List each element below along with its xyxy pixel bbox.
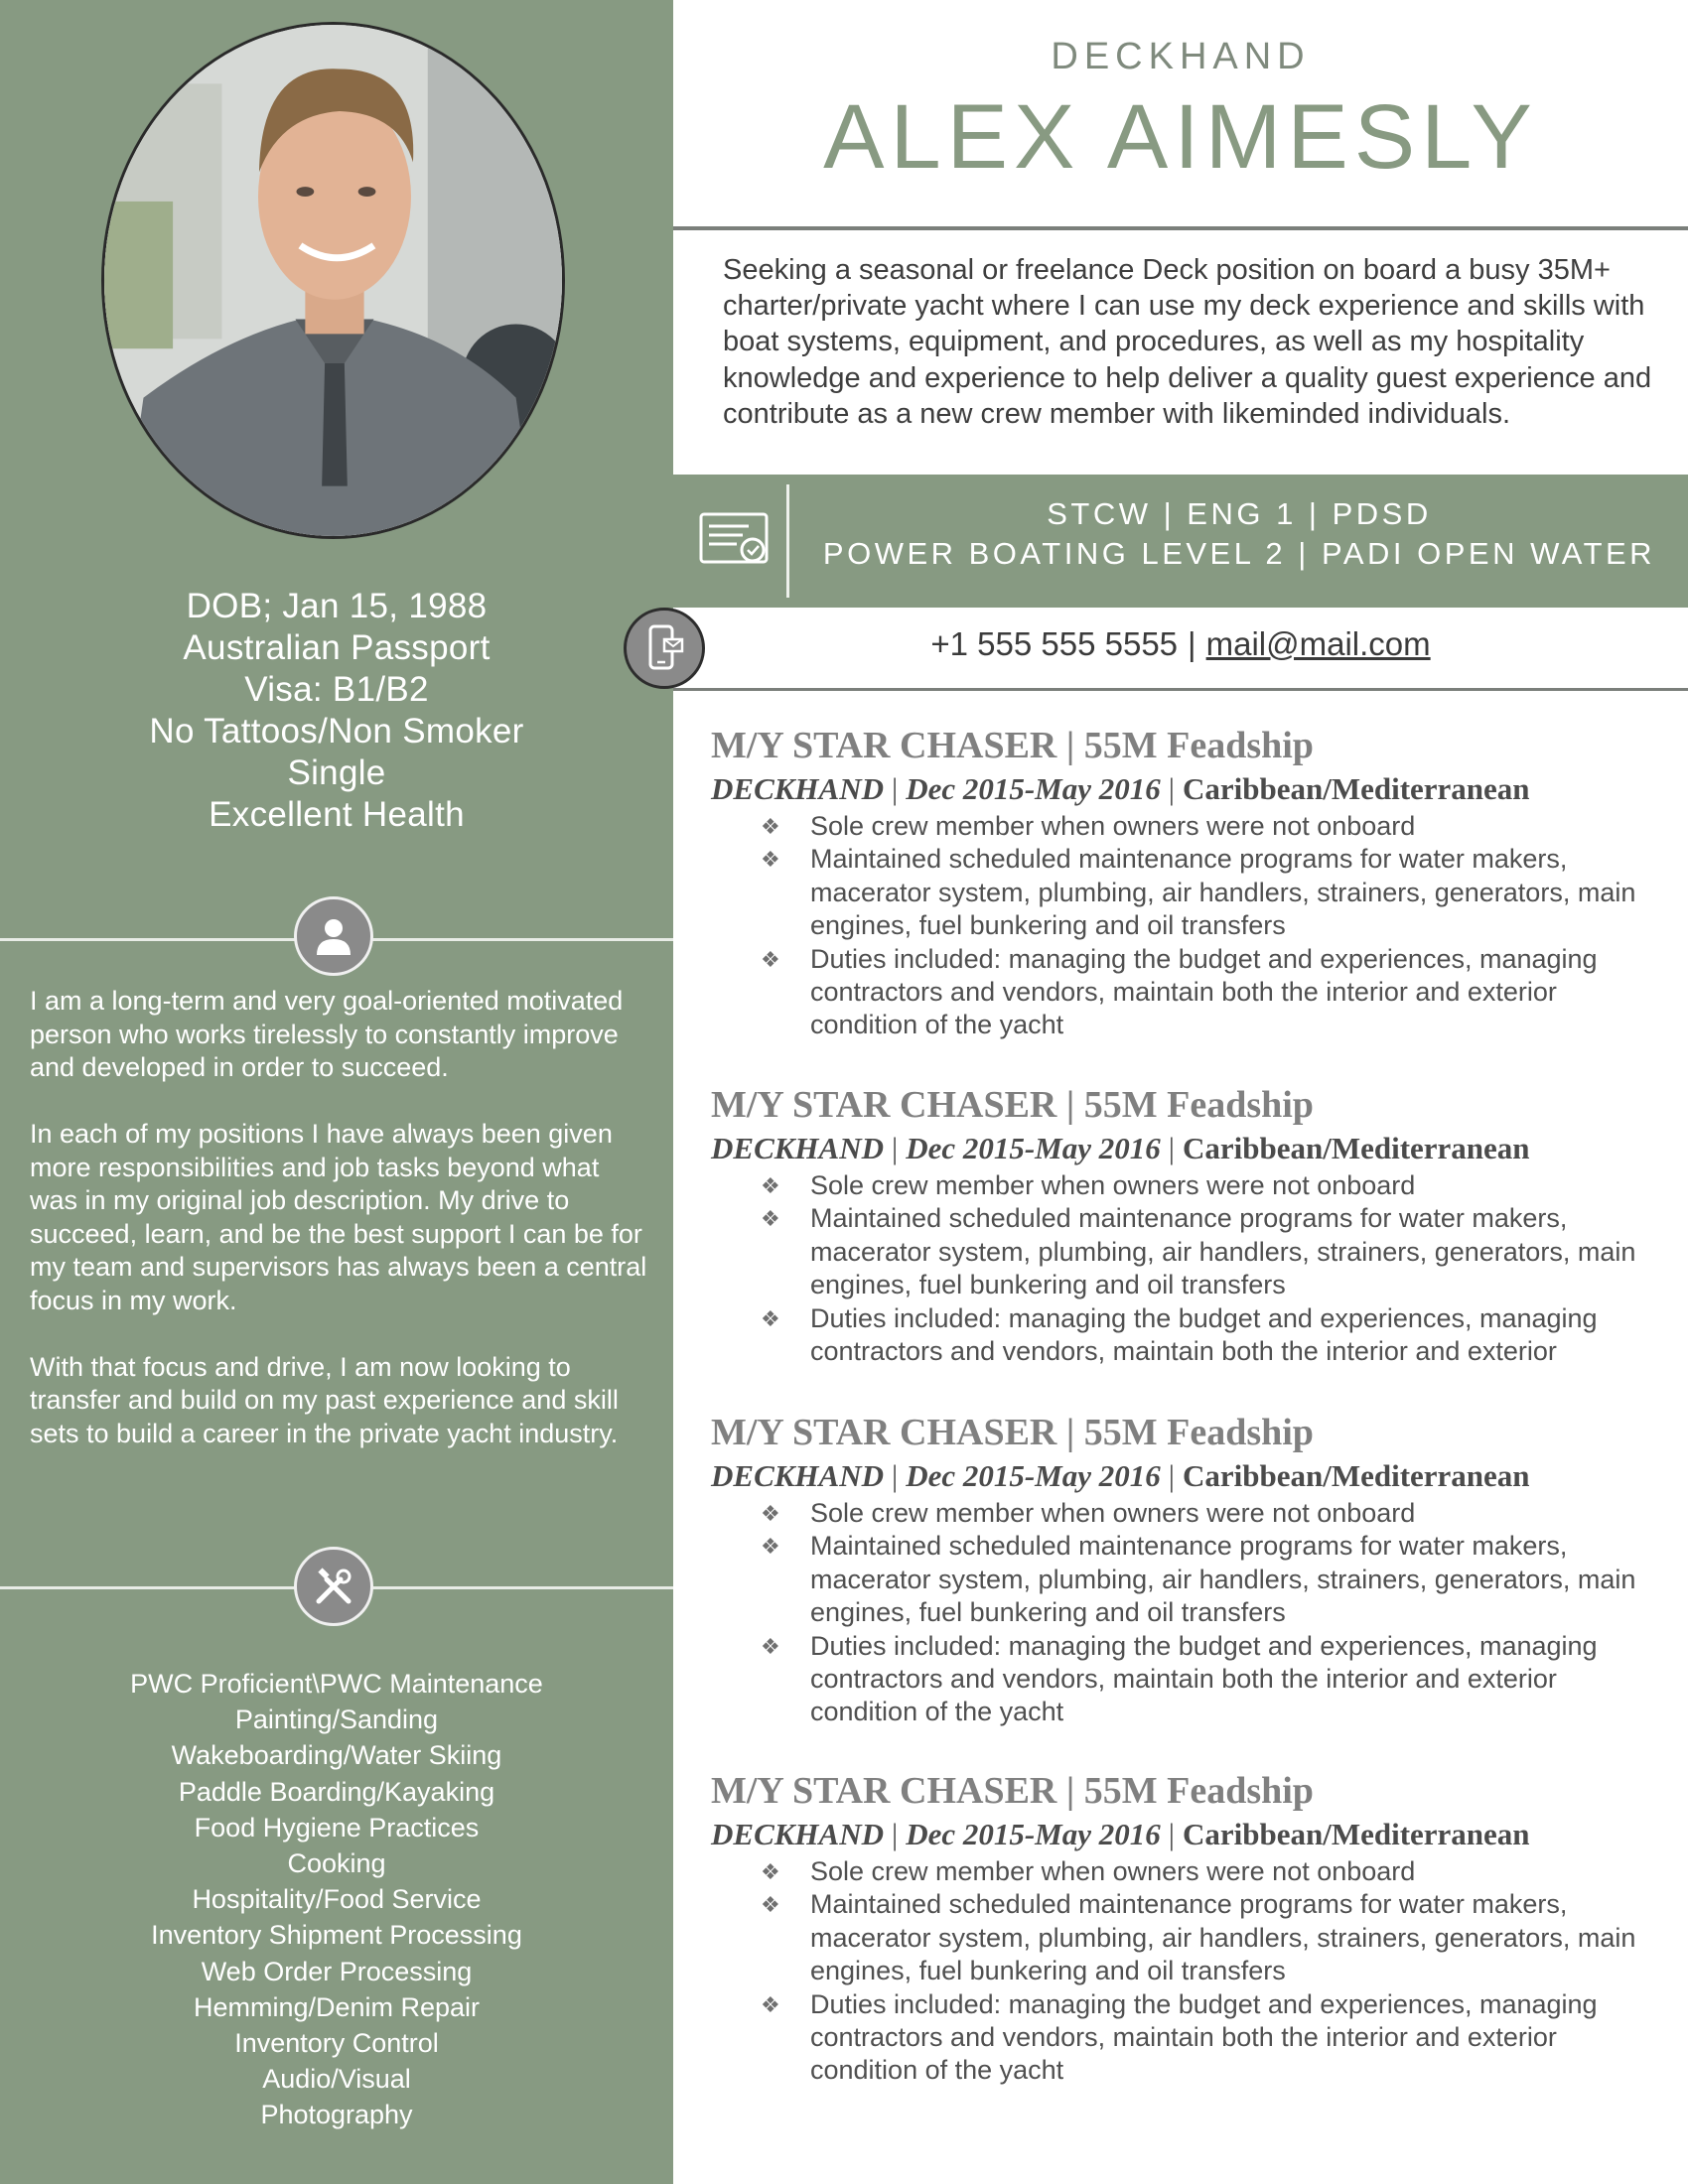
duties-list bbox=[761, 1855, 1664, 2088]
profile-photo bbox=[101, 22, 565, 539]
skill-item: PWC Proficient\PWC Maintenance bbox=[130, 1669, 543, 1699]
lifestyle: No Tattoos/Non Smoker bbox=[149, 712, 524, 751]
position-line bbox=[711, 768, 1664, 810]
skill-item: Hemming/Denim Repair bbox=[193, 1991, 481, 2022]
certifications-line: STCW | ENG 1 | PDSD bbox=[1047, 496, 1432, 531]
user-icon bbox=[294, 896, 373, 976]
position-separator: | bbox=[891, 1131, 899, 1165]
diamond-bullet-icon: ❖ bbox=[761, 1892, 780, 1918]
certifications-text bbox=[790, 494, 1688, 574]
duty-text: Duties included: managing the budget and experiences, managing contractors and vendors, maintain both the interior and exterior condition of the yacht bbox=[810, 943, 1598, 1040]
duties-list bbox=[761, 1497, 1664, 1729]
certificate-icon bbox=[699, 512, 771, 568]
role-title: DECKHAND bbox=[1051, 36, 1311, 77]
position-location: Caribbean/Mediterranean bbox=[1182, 1817, 1530, 1851]
position-title: DECKHAND bbox=[711, 1817, 884, 1851]
position-dates: Dec 2015-May 2016 bbox=[906, 1817, 1161, 1851]
duties-list bbox=[761, 1169, 1664, 1368]
experience-entry bbox=[711, 723, 1664, 1042]
vessel-heading bbox=[711, 1082, 1664, 1128]
duty-item bbox=[761, 1302, 1664, 1369]
position-location: Caribbean/Mediterranean bbox=[1182, 1458, 1530, 1493]
vessel-heading bbox=[711, 1768, 1664, 1814]
vessel-heading bbox=[711, 1410, 1664, 1455]
duties-list bbox=[761, 810, 1664, 1042]
about-paragraph: With that focus and drive, I am now looking to transfer and build on my past experience and skill sets to build a career in the private yacht industry. bbox=[30, 1351, 619, 1448]
certifications-line: POWER BOATING LEVEL 2 | PADI OPEN WATER bbox=[822, 536, 1656, 571]
position-separator: | bbox=[1168, 1817, 1175, 1851]
profile-photo-illustration bbox=[104, 25, 562, 536]
duty-text: Maintained scheduled maintenance programs for water makers, macerator system, plumbing, air handlers, strainers, generators, main engines, fuel bunkering and oil transfers bbox=[810, 1203, 1636, 1300]
heading-separator: | bbox=[1065, 1770, 1075, 1812]
duty-text: Maintained scheduled maintenance programs for water makers, macerator system, plumbing, air handlers, strainers, generators, main engines, fuel bunkering and oil transfers bbox=[810, 1889, 1636, 1986]
skill-item: Painting/Sanding bbox=[234, 1705, 439, 1735]
diamond-bullet-icon: ❖ bbox=[761, 814, 780, 839]
health: Excellent Health bbox=[209, 795, 465, 834]
duty-item bbox=[761, 1202, 1664, 1301]
position-location: Caribbean/Mediterranean bbox=[1182, 771, 1530, 806]
visa: Visa: B1/B2 bbox=[244, 670, 429, 709]
skill-item: Wakeboarding/Water Skiing bbox=[171, 1740, 502, 1771]
position-separator: | bbox=[1168, 1131, 1175, 1165]
contact-divider bbox=[673, 688, 1688, 691]
position-title: DECKHAND bbox=[711, 771, 884, 806]
phone-number: +1 555 555 5555 bbox=[930, 625, 1179, 662]
tools-icon bbox=[294, 1547, 373, 1626]
position-title: DECKHAND bbox=[711, 1458, 884, 1493]
contact-separator: | bbox=[1188, 625, 1196, 662]
diamond-bullet-icon: ❖ bbox=[761, 1991, 780, 2017]
duty-text: Sole crew member when owners were not onboard bbox=[810, 1856, 1416, 1886]
diamond-bullet-icon: ❖ bbox=[761, 1633, 780, 1659]
vessel-name: M/Y STAR CHASER bbox=[711, 725, 1057, 766]
duty-text: Maintained scheduled maintenance programs for water makers, macerator system, plumbing, air handlers, strainers, generators, main engines, fuel bunkering and oil transfers bbox=[810, 844, 1636, 941]
duty-item bbox=[761, 1169, 1664, 1202]
skill-item: Web Order Processing bbox=[201, 1956, 473, 1986]
duty-item bbox=[761, 1497, 1664, 1530]
email-link[interactable]: mail@mail.com bbox=[1205, 625, 1431, 662]
duty-item bbox=[761, 843, 1664, 942]
about-paragraph: I am a long-term and very goal-oriented motivated person who works tirelessly to constantly improve and developed in order to succeed. bbox=[30, 986, 624, 1082]
skill-item: Hospitality/Food Service bbox=[192, 1884, 482, 1915]
duty-item bbox=[761, 1855, 1664, 1888]
experience-entry bbox=[711, 1082, 1664, 1368]
about-paragraph: In each of my positions I have always been given more responsibilities and job tasks beyond what was in my original job description. My drive to succeed, learn, and be the best support I can be for my team and supervisors has always been a central focus in my work. bbox=[30, 1119, 647, 1315]
vessel-heading bbox=[711, 723, 1664, 768]
diamond-bullet-icon: ❖ bbox=[761, 1173, 780, 1198]
certifications-divider bbox=[786, 484, 789, 598]
duty-text: Duties included: managing the budget and experiences, managing contractors and vendors, maintain both the interior and exterior condition of the yacht bbox=[810, 1988, 1598, 2086]
position-separator: | bbox=[891, 1458, 899, 1493]
duty-item bbox=[761, 1530, 1664, 1629]
duty-item bbox=[761, 1988, 1664, 2088]
candidate-name: ALEX AIMESLY bbox=[823, 86, 1538, 188]
duty-text: Duties included: managing the budget and experiences, managing contractors and vendors, maintain both the interior and exterior bbox=[810, 1302, 1598, 1367]
position-dates: Dec 2015-May 2016 bbox=[906, 1131, 1161, 1165]
contact-line bbox=[673, 625, 1688, 663]
skills-list bbox=[0, 1666, 673, 2133]
skill-item: Photography bbox=[260, 2100, 413, 2130]
header-divider bbox=[673, 226, 1688, 230]
personal-details bbox=[0, 586, 673, 836]
duty-item bbox=[761, 943, 1664, 1042]
diamond-bullet-icon: ❖ bbox=[761, 1859, 780, 1884]
diamond-bullet-icon: ❖ bbox=[761, 1305, 780, 1331]
skill-item: Audio/Visual bbox=[262, 2064, 411, 2095]
heading-separator: | bbox=[1065, 1412, 1075, 1453]
heading-separator: | bbox=[1065, 1084, 1075, 1126]
position-separator: | bbox=[1168, 1458, 1175, 1493]
position-line bbox=[711, 1814, 1664, 1855]
experience-entry bbox=[711, 1768, 1664, 2088]
duty-text: Maintained scheduled maintenance programs for water makers, macerator system, plumbing, air handlers, strainers, generators, main engines, fuel bunkering and oil transfers bbox=[810, 1531, 1636, 1628]
marital-status: Single bbox=[287, 753, 386, 792]
duty-item bbox=[761, 1630, 1664, 1729]
position-dates: Dec 2015-May 2016 bbox=[906, 1458, 1161, 1493]
duty-item bbox=[761, 810, 1664, 843]
vessel-name: M/Y STAR CHASER bbox=[711, 1412, 1057, 1453]
passport: Australian Passport bbox=[183, 628, 491, 667]
position-location: Caribbean/Mediterranean bbox=[1182, 1131, 1530, 1165]
skill-item: Inventory Shipment Processing bbox=[151, 1920, 522, 1951]
certifications-bar bbox=[673, 475, 1688, 608]
duty-text: Duties included: managing the budget and experiences, managing contractors and vendors, maintain both the interior and exterior condition of the yacht bbox=[810, 1630, 1598, 1727]
heading-separator: | bbox=[1065, 725, 1075, 766]
diamond-bullet-icon: ❖ bbox=[761, 1206, 780, 1232]
position-line bbox=[711, 1455, 1664, 1497]
experience-entry bbox=[711, 1410, 1664, 1729]
duty-text: Sole crew member when owners were not onboard bbox=[810, 1498, 1416, 1528]
about-section bbox=[30, 985, 650, 1484]
position-title: DECKHAND bbox=[711, 1131, 884, 1165]
vessel-detail: 55M Feadship bbox=[1083, 1412, 1314, 1453]
position-separator: | bbox=[1168, 771, 1175, 806]
skill-item: Inventory Control bbox=[234, 2028, 439, 2059]
position-separator: | bbox=[891, 771, 899, 806]
position-line bbox=[711, 1128, 1664, 1169]
diamond-bullet-icon: ❖ bbox=[761, 1534, 780, 1560]
vessel-detail: 55M Feadship bbox=[1083, 1084, 1314, 1126]
diamond-bullet-icon: ❖ bbox=[761, 946, 780, 972]
vessel-name: M/Y STAR CHASER bbox=[711, 1084, 1057, 1126]
vessel-detail: 55M Feadship bbox=[1083, 725, 1314, 766]
vessel-name: M/Y STAR CHASER bbox=[711, 1770, 1057, 1812]
position-dates: Dec 2015-May 2016 bbox=[906, 771, 1161, 806]
vessel-detail: 55M Feadship bbox=[1083, 1770, 1314, 1812]
objective-statement: Seeking a seasonal or freelance Deck position on board a busy 35M+ charter/private yacht where I can use my deck experience and skills with boat systems, equipment, and procedures, as well as my hospitality knowledge and experience to help deliver a quality guest experience and contribute as a new crew member with likeminded individuals. bbox=[723, 254, 1652, 430]
phone-mail-icon bbox=[624, 608, 705, 689]
skill-item: Paddle Boarding/Kayaking bbox=[178, 1776, 495, 1807]
duty-text: Sole crew member when owners were not onboard bbox=[810, 811, 1416, 841]
diamond-bullet-icon: ❖ bbox=[761, 847, 780, 873]
duty-text: Sole crew member when owners were not onboard bbox=[810, 1170, 1416, 1200]
dob: DOB; Jan 15, 1988 bbox=[186, 587, 488, 625]
skill-item: Food Hygiene Practices bbox=[194, 1812, 480, 1843]
diamond-bullet-icon: ❖ bbox=[761, 1501, 780, 1526]
skill-item: Cooking bbox=[287, 1848, 386, 1879]
sidebar bbox=[0, 0, 673, 2184]
duty-item bbox=[761, 1888, 1664, 1987]
position-separator: | bbox=[891, 1817, 899, 1851]
